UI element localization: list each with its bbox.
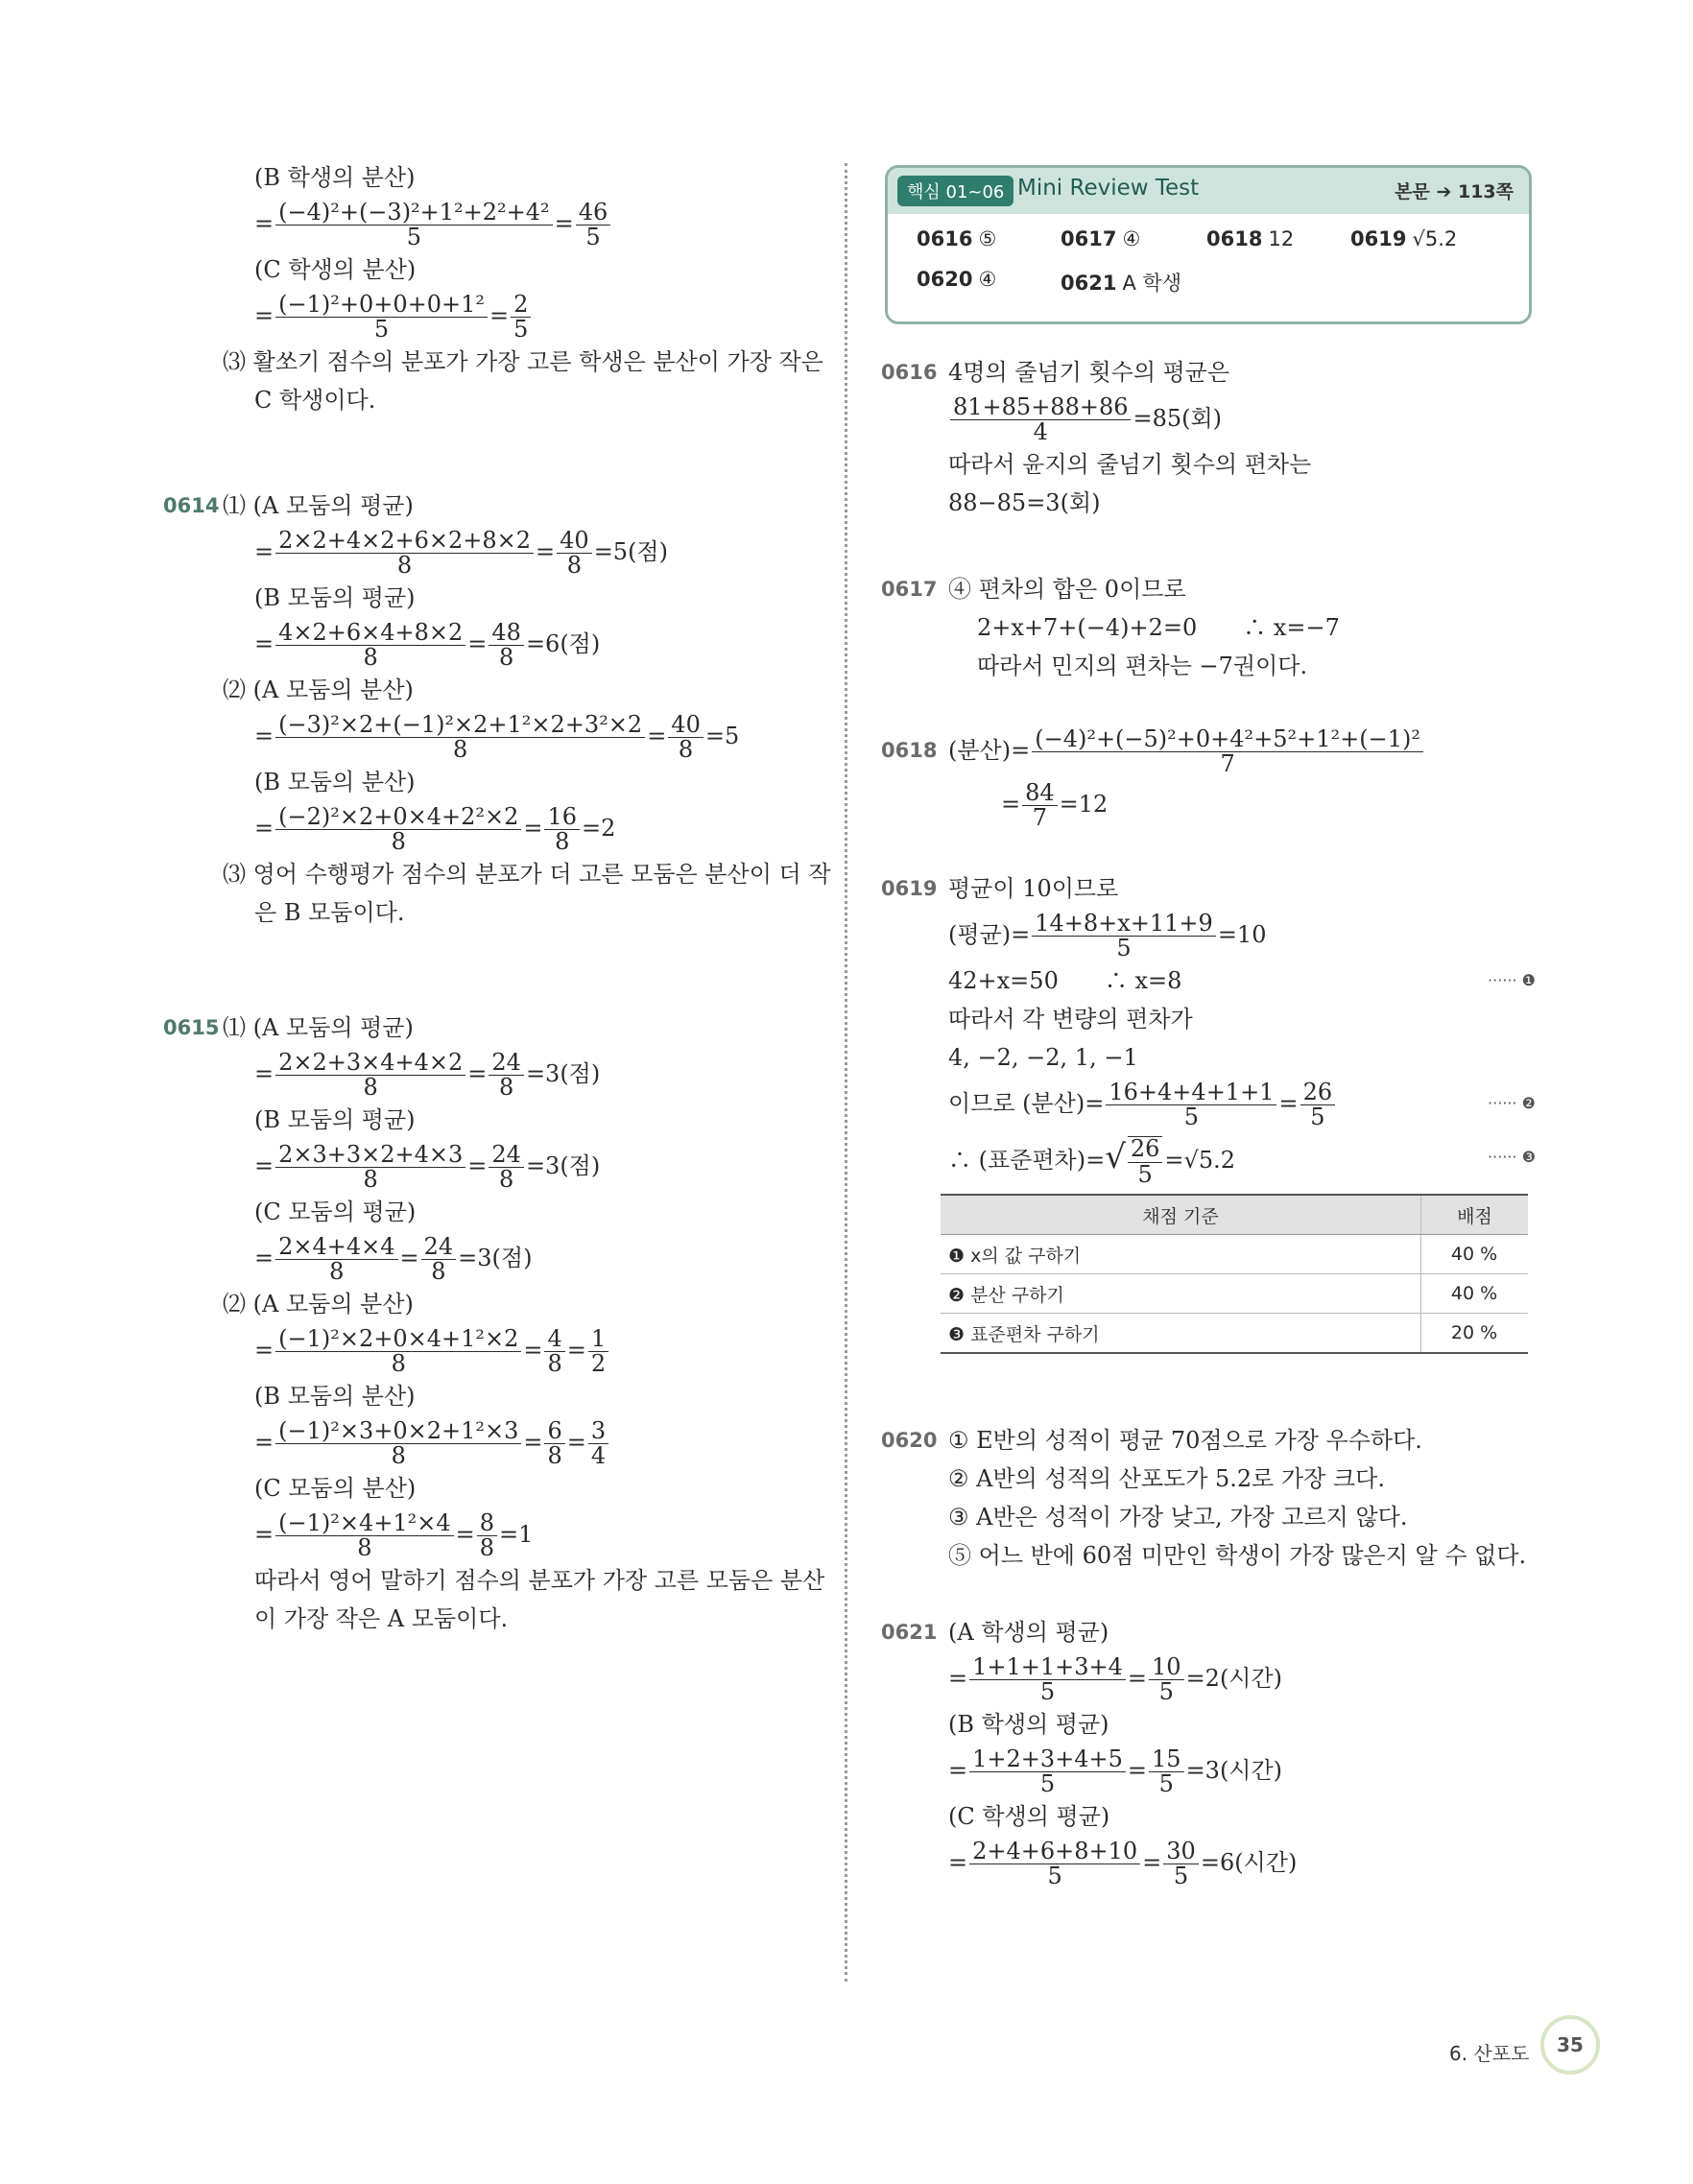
- answer-item: 0618 12: [1206, 227, 1295, 250]
- text-line: 4, −2, −2, 1, −1: [948, 1044, 1138, 1071]
- equation: = $\frac{\text{(−1)²+0+0+0+1²}}{5}$ = $\frac{2}{5}$: [163, 289, 816, 343]
- table-row: ❷ 분산 구하기 40 %: [941, 1274, 1528, 1314]
- answer-item: 0616 ⑤: [917, 227, 997, 250]
- text-line: 0615 ⑴ (A 모둠의 평균): [163, 1009, 816, 1047]
- text-line: 0614 ⑴ (A 모둠의 평균): [163, 487, 816, 525]
- text-line: C 학생이다.: [254, 387, 376, 414]
- table-header: 배점: [1421, 1195, 1529, 1235]
- step-marker: ······ ❷: [1488, 1094, 1536, 1112]
- answer-item: 0619 √5.2: [1350, 227, 1458, 250]
- section-tag: 핵심 01~06: [897, 176, 1013, 206]
- column-divider: [845, 163, 847, 1982]
- equation: = $\frac{1+1+1+3+4}{5}$ = $\frac{10}{5}$ =2(시간): [948, 1652, 1283, 1705]
- problem-number: 0620: [881, 1429, 938, 1452]
- text-line: (B 학생의 분산): [254, 164, 416, 191]
- equation: = $\frac{\text{(−1)²×3+0×2+1²×3}}{8}$ = $\frac{6}{8}$ = $\frac{3}{4}$: [163, 1415, 816, 1469]
- equation: = $\frac{2\times 4+4\times 4}{8}$ = $\frac{24}{8}$ =3(점): [254, 1232, 533, 1285]
- text-line: 따라서 각 변량의 편차가: [948, 1006, 1193, 1033]
- text-line: ⑤ 어느 반에 60점 미만인 학생이 가장 많은지 알 수 없다.: [948, 1542, 1527, 1569]
- text-line: ③ A반은 성적이 가장 낮고, 가장 고르지 않다.: [948, 1504, 1408, 1531]
- text-line: (C 학생의 평균): [948, 1803, 1110, 1830]
- text-line: ⑶ 영어 수행평가 점수의 분포가 더 고른 모둠은 분산이 더 작: [223, 861, 831, 888]
- equation: 이므로 (분산)= $\frac{16+4+4+1+1}{5}$ = $\frac{26}{5}$ ······ ❷: [948, 1078, 1536, 1130]
- left-column: [163, 158, 831, 1638]
- text-line: 2+x+7+(−4)+2=0 ∴ x=−7: [977, 614, 1340, 641]
- problem-number: 0617: [881, 578, 938, 601]
- answer-item: 0620 ④: [917, 268, 997, 291]
- problem-number: 0621: [881, 1621, 938, 1644]
- text-line: 88−85=3(회): [948, 489, 1101, 516]
- equation: = $\frac{\text{(−3)²×2+(−1)²×2+1²×2+3²×2}}{8}$ = $\frac{40}{8}$ =5: [254, 710, 740, 763]
- equation: = $\frac{\text{(−1)²×2+0×4+1²×2}}{8}$ = $\frac{4}{8}$ = $\frac{1}{2}$: [163, 1323, 816, 1377]
- text-line: 은 B 모둠이다.: [254, 899, 405, 926]
- text-line: ⑵ (A 모둠의 분산): [223, 1291, 414, 1318]
- equation: (평균)= $\frac{14+8+x+11+9}{5}$ =10: [948, 909, 1267, 961]
- equation: ∴ (표준편차)=√ $\frac{26}{5}$ =√5.2 ······ ❸: [881, 1130, 1536, 1184]
- fraction: $\frac{46}{5}$: [576, 201, 611, 249]
- equation: = $\frac{84}{7}$ =12: [1001, 778, 1109, 831]
- problem-number: 0614: [163, 494, 220, 517]
- text-line: 따라서 민지의 편차는 −7권이다.: [977, 653, 1308, 679]
- equation: = $\frac{2\times 3+3\times 2+4\times 3}{8}$ = $\frac{24}{8}$ =3(점): [254, 1140, 601, 1193]
- problem-number: 0619: [881, 877, 938, 900]
- grading-table: [941, 1194, 1528, 1354]
- equation: = $\frac{2\times 2+4\times 2+6\times 2+8\times 2}{8}$ = $\frac{40}{8}$ =5(점): [254, 526, 668, 579]
- text-line: 0621 (A 학생의 평균): [881, 1613, 1536, 1651]
- answer-item: 0621 A 학생: [1061, 272, 1182, 295]
- text-line: ⑵ (A 모둠의 분산): [223, 677, 414, 703]
- page-number: 35: [1540, 2015, 1600, 2075]
- equation: 0618 (분산)= $\frac{\text{(−4)²+(−5)²+0+4²+5²+1²+(−1)²}}{7}$: [881, 724, 1536, 777]
- text-line: (C 학생의 분산): [254, 256, 417, 283]
- text-line: (B 모둠의 분산): [254, 1383, 416, 1410]
- text-line: 0619 평균이 10이므로: [881, 869, 1536, 908]
- chapter-label: 6. 산포도: [1449, 2042, 1530, 2065]
- text-line: (B 모둠의 평균): [254, 1106, 416, 1133]
- text-line: 따라서 영어 말하기 점수의 분포가 가장 고른 모둠은 분산: [254, 1567, 825, 1594]
- text-line: 따라서 윤지의 줄넘기 횟수의 편차는: [948, 451, 1312, 478]
- text-line: (B 모둠의 평균): [254, 584, 416, 611]
- text-line: 0616 4명의 줄넘기 횟수의 평균은: [881, 353, 1536, 392]
- text-line: ⑶ 활쏘기 점수의 분포가 가장 고른 학생은 분산이 가장 작은: [223, 348, 823, 375]
- equation: $\frac{81+85+88+86}{4}$ =85(회): [881, 392, 1536, 445]
- text-line: (B 모둠의 분산): [254, 769, 416, 795]
- mini-review-box: [885, 165, 1532, 324]
- text-line: (C 모둠의 평균): [254, 1199, 417, 1225]
- right-column: [881, 353, 1536, 1889]
- fraction: $\frac{\text{(−4)²+(−3)²+1²+2²+4²}}{5}$: [275, 201, 553, 249]
- text-line: (B 학생의 평균): [948, 1711, 1109, 1738]
- equation: = $\frac{2+4+6+8+10}{5}$ = $\frac{30}{5}$ =6(시간): [948, 1837, 1298, 1889]
- table-row: ❶ x의 값 구하기 40 %: [941, 1235, 1528, 1274]
- table-header: 채점 기준: [941, 1195, 1421, 1235]
- text-line: ② A반의 성적의 산포도가 5.2로 가장 크다.: [948, 1465, 1385, 1492]
- equation: = $\frac{1+2+3+4+5}{5}$ = $\frac{15}{5}$ =3(시간): [948, 1745, 1283, 1797]
- text-line: 0617 ④ 편차의 합은 0이므로: [881, 570, 1536, 608]
- text-line: (C 모둠의 분산): [254, 1475, 417, 1502]
- equation: = $\frac{\text{(−4)²+(−3)²+1²+2²+4²}}{5}$ = $\frac{46}{5}$: [163, 197, 816, 250]
- mini-review-title: Mini Review Test: [1017, 176, 1200, 201]
- equation: = $\frac{\text{(−1)²×4+1²×4}}{8}$ = $\frac{8}{8}$ =1: [254, 1508, 534, 1561]
- table-row: ❸ 표준편차 구하기 20 %: [941, 1314, 1528, 1354]
- problem-number: 0618: [881, 739, 938, 762]
- step-marker: ······ ❸: [1488, 1148, 1536, 1166]
- page-reference: 본문 ➔ 113쪽: [1395, 181, 1514, 202]
- answer-item: 0617 ④: [1061, 227, 1141, 250]
- text-line: 이 가장 작은 A 모둠이다.: [254, 1605, 509, 1632]
- equation: = $\frac{2\times 2+3\times 4+4\times 2}{8}$ = $\frac{24}{8}$ =3(점): [254, 1048, 601, 1101]
- equation: = $\frac{4\times 2+6\times 4+8\times 2}{8}$ = $\frac{48}{8}$ =6(점): [254, 618, 601, 671]
- mini-review-header: [888, 168, 1529, 214]
- step-marker: ······ ❶: [1488, 971, 1536, 989]
- problem-number: 0615: [163, 1016, 220, 1039]
- problem-number: 0616: [881, 361, 938, 384]
- text-line: 0620 ① E반의 성적이 평균 70점으로 가장 우수하다.: [881, 1421, 1536, 1460]
- equation: = $\frac{\text{(−2)²×2+0×4+2²×2}}{8}$ = $\frac{16}{8}$ =2: [254, 802, 616, 855]
- text-line: 42+x=50 ∴ x=8 ······ ❶: [881, 961, 1536, 1000]
